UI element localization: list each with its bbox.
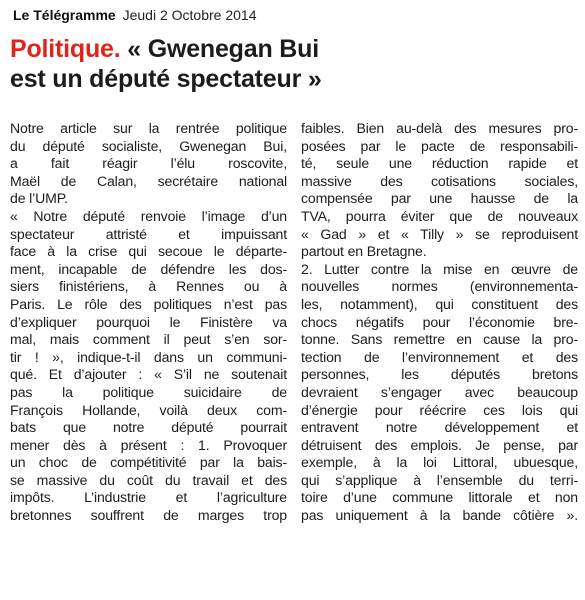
headline-line-2: est un député spectateur » — [10, 65, 322, 93]
article-line: toire d’une commune littorale et non — [301, 489, 578, 506]
article-line: compensée par une hausse de la — [301, 190, 578, 207]
article-line: chocs négatifs pour l’économie bre- — [301, 313, 578, 330]
article-line: détruisent des emplois. Je pense, par — [301, 436, 578, 453]
article-line: exemple, à la loi Littoral, ubuesque, — [301, 454, 578, 471]
publication-date: Jeudi 2 Octobre 2014 — [122, 7, 257, 23]
article-line: pas la politique suicidaire de — [10, 383, 287, 400]
headline-line-1 — [10, 34, 580, 64]
article-line: spectateur attristé et impuissant — [10, 225, 287, 242]
article-line: 2. Lutter contre la mise en œuvre de — [301, 260, 578, 277]
article-line: tection de l’environnement et des — [301, 348, 578, 365]
article-line: Maël de Calan, secrétaire national — [10, 172, 287, 189]
article-line: siers finistériens, à Rennes ou à — [10, 278, 287, 295]
article-column-1 — [10, 120, 287, 525]
article-line: entravent notre développement et — [301, 419, 578, 436]
article-line: qué. Et d’ajouter : « S’il ne soutenait — [10, 366, 287, 383]
article-line: partout en Bretagne. — [301, 243, 427, 260]
article-line: bretonnes souffrent de marges trop — [10, 507, 287, 524]
article-line: Paris. Le rôle des politiques n’est pas — [10, 295, 287, 312]
article-line: faibles. Bien au-delà des mesures pro- — [301, 120, 578, 136]
newspaper-name: Le Télégramme — [13, 7, 116, 23]
article-headline — [10, 34, 580, 94]
article-line: un choc de compétitivité par la bais- — [10, 454, 287, 471]
headline-title-part-1: « Gwenegan Bui — [127, 35, 319, 63]
article-line: té, seule une réduction rapide et — [301, 155, 578, 172]
article-line: ment, incapable de défendre les dos- — [10, 260, 287, 277]
article-line: devraient s’engager avec beaucoup — [301, 383, 578, 400]
article-line: de l’UMP. — [10, 190, 68, 207]
article-line: impôts. L’industrie et l’agriculture — [10, 489, 287, 506]
article-line: posées par le pacte de responsabili- — [301, 137, 578, 154]
article-line: tonne. Sans remettre en cause la pro- — [301, 331, 578, 348]
headline-kicker: Politique. — [10, 35, 121, 63]
article-line: mener dès à présent : 1. Provoquer — [10, 436, 287, 453]
article-line: pas uniquement à la bande côtière ». — [301, 507, 578, 524]
article-column-2 — [301, 120, 578, 525]
article-line: qui s’applique à l’ensemble du terri- — [301, 471, 578, 488]
article-line: TVA, pourra éviter que de nouveaux — [301, 207, 578, 224]
article-line: bats que notre député pourrait — [10, 419, 287, 436]
article-line: mal, mais comment il peut s’en sor- — [10, 331, 287, 348]
article-line: nouvelles normes (environnementa- — [301, 278, 578, 295]
masthead — [13, 6, 575, 24]
article-line: massive des cotisations sociales, — [301, 172, 578, 189]
article-line: d’énergie pour réécrire ces lois qui — [301, 401, 578, 418]
article-line: tir ! », indique-t-il dans un communi- — [10, 348, 287, 365]
article-line: se massive du coût du travail et des — [10, 471, 287, 488]
article-line: personnes, les députés bretons — [301, 366, 578, 383]
article-line: François Hollande, voilà deux com- — [10, 401, 287, 418]
article-line: Notre article sur la rentrée politique — [10, 120, 287, 136]
article-line: du député socialiste, Gwenegan Bui, — [10, 137, 287, 154]
article-line: a fait réagir l’élu roscovite, — [10, 155, 287, 172]
article-line: face à la crise qui secoue le départe- — [10, 243, 287, 260]
article-line: « Gad » et « Tilly » se reproduisent — [301, 225, 578, 242]
article-line: les, notamment), qui constituent des — [301, 295, 578, 312]
article-line: d’expliquer pourquoi le Finistère va — [10, 313, 287, 330]
article-body — [10, 120, 578, 525]
article-line: « Notre député renvoie l’image d’un — [10, 207, 287, 224]
